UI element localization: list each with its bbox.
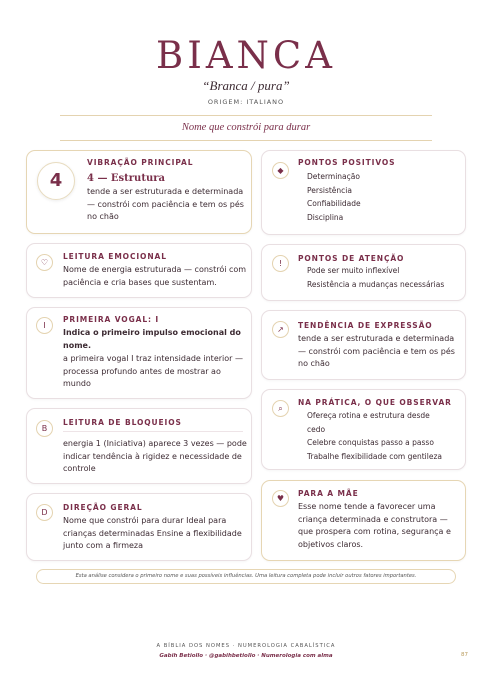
blocks-text: energia 1 (Iniciativa) aparece 3 vezes — pode indicar tendência à rigidez e necessidade de controle [63, 439, 247, 473]
magnifier-icon: ⌕ [272, 400, 289, 417]
vibration-title: 4 — Estrutura [87, 173, 165, 184]
emotional-heading: LEITURA EMOCIONAL [63, 252, 167, 261]
name-origin: ORIGEM: ITALIANO [207, 98, 285, 106]
disclaimer-note: Esta análise considera o primeiro nome e suas possíveis influências. Uma leitura completa pode incluir outros fatores importantes. [36, 569, 456, 584]
list-item: Resistência a mudanças necessárias [307, 279, 445, 289]
list-item: Confiabilidade [307, 199, 361, 208]
blocks-divider [63, 431, 243, 432]
exclamation-icon: ! [272, 255, 289, 272]
footer-author: Gabih Betiollo · @gabihbetiollo · Numerologia com alma [159, 653, 333, 659]
emotional-text: Nome de energia estruturada — constrói com paciência e cria bases que sustentam. [63, 265, 247, 287]
positives-list [307, 170, 361, 224]
list-item: Trabalhe flexibilidade com gentileza [307, 451, 442, 461]
footer-book-title: A BÍBLIA DOS NOMES · NUMEROLOGIA CABALÍSTICA [156, 643, 336, 649]
list-item: Pode ser muito inflexível [307, 266, 400, 275]
list-item: Disciplina [307, 212, 344, 222]
vibration-number: 4 [37, 162, 75, 200]
blocks-heading: LEITURA DE BLOQUEIOS [63, 418, 182, 427]
practice-list [307, 409, 442, 463]
list-item: Determinação [307, 172, 360, 181]
heart-outline-icon: ♡ [36, 254, 53, 271]
page-number: 87 [461, 652, 468, 658]
expression-heading: TENDÊNCIA DE EXPRESSÃO [298, 321, 433, 330]
letter-i-icon: I [36, 317, 53, 334]
heart-icon: ♥ [272, 490, 289, 507]
tagline-rule [60, 140, 432, 141]
attention-list [307, 264, 444, 291]
diamond-icon: ◆ [272, 162, 289, 179]
arrow-up-right-icon: ↗ [272, 321, 289, 338]
name-meaning: “Branca / pura” [202, 78, 290, 93]
list-item: Ofereça rotina e estrutura desde [307, 411, 430, 420]
first-vowel-bold: Indica o primeiro impulso emocional do nome. [63, 328, 241, 350]
list-item: Persistência [307, 185, 352, 195]
direction-text: Nome que constrói para durar Ideal para crianças determinadas Ensine a flexibilidade junto com a firmeza [63, 516, 242, 550]
expression-text: tende a ser estruturada e determinada — constrói com paciência e tem os pés no chão [298, 334, 455, 368]
vibration-heading: VIBRAÇÃO PRINCIPAL [87, 158, 194, 167]
list-item: cedo [307, 424, 326, 434]
first-vowel-heading: PRIMEIRA VOGAL: I [63, 315, 160, 324]
vibration-text: tende a ser estruturada e determinada — constrói com paciência e tem os pés no chão [87, 187, 244, 221]
name-title: BIANCA [156, 34, 336, 77]
attention-heading: PONTOS DE ATENÇÃO [298, 254, 405, 263]
letter-d-icon: D [36, 504, 53, 521]
first-vowel-text: a primeira vogal I traz intensidade interior — processa profundo antes de mostrar ao mundo [63, 354, 243, 388]
mother-heading: PARA A MÃE [298, 489, 359, 498]
practice-heading: NA PRÁTICA, O QUE OBSERVAR [298, 398, 452, 407]
direction-heading: DIREÇÃO GERAL [63, 503, 143, 512]
list-item: Celebre conquistas passo a passo [307, 438, 434, 447]
positives-heading: PONTOS POSITIVOS [298, 158, 396, 167]
mother-text: Esse nome tende a favorecer uma criança determinada e construtora — que prospera com rotina, segurança e objetivos claros. [298, 502, 451, 549]
letter-b-icon: B [36, 420, 53, 437]
tagline: Nome que constrói para durar [181, 122, 311, 133]
top-rule [60, 115, 432, 116]
